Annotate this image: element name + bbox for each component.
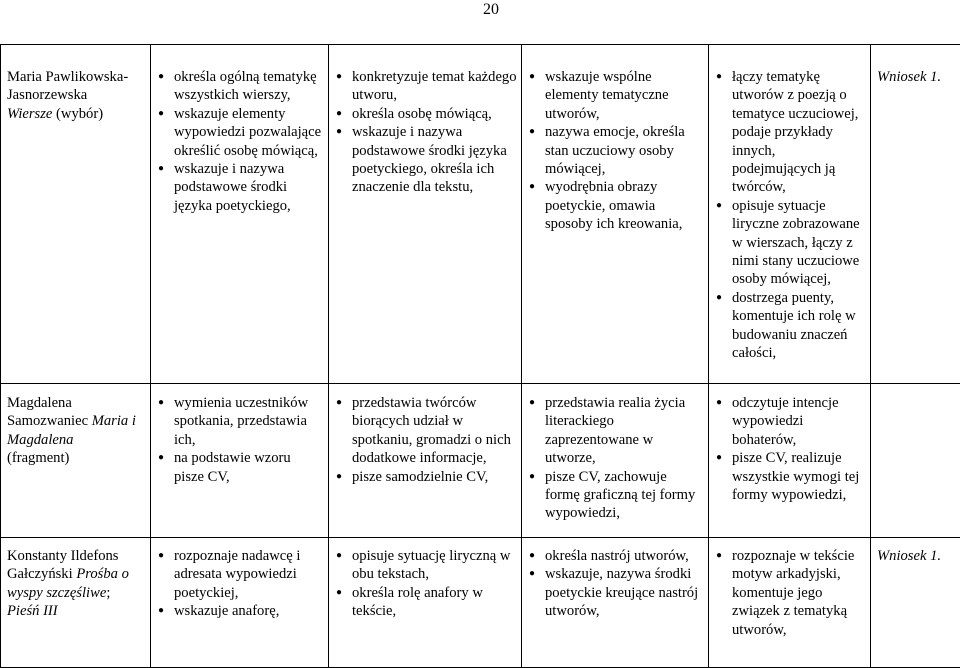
list-item: ● przedstawia realia życia literackiego zaprezentowane w utworze, bbox=[528, 394, 704, 468]
requirements-extended bbox=[329, 45, 522, 384]
list-item: ● określa nastrój utworów, bbox=[528, 547, 704, 565]
work-suffix: (wybór) bbox=[52, 106, 103, 122]
list-item: ● pisze CV, realizuje wszystkie wymogi tej formy wypowiedzi, bbox=[715, 449, 866, 504]
conclusion-cell bbox=[871, 384, 960, 538]
page-number: 20 bbox=[0, 1, 960, 19]
requirements-very-good bbox=[709, 384, 871, 538]
list-item: ● opisuje sytuację liryczną w obu tekstach, bbox=[335, 547, 517, 584]
list-item: ● odczytuje intencje wypowiedzi bohaterów, bbox=[715, 394, 866, 449]
requirements-extended bbox=[329, 384, 522, 538]
work-title: Maria i Magdalena bbox=[7, 413, 136, 447]
list-item: ● rozpoznaje w tekście motyw arkadyjski, komentuje jego związek z tematyką utworów, bbox=[715, 547, 866, 639]
text-title-cell bbox=[1, 45, 151, 384]
requirements-extended bbox=[329, 538, 522, 668]
work-title: Wiersze bbox=[7, 106, 52, 122]
work-title-2: Pieśń III bbox=[7, 603, 58, 619]
list-item: ● konkretyzuje temat każdego utworu, bbox=[335, 68, 517, 105]
list-item: ● wyodrębnia obrazy poetyckie, omawia sposoby ich kreowania, bbox=[528, 178, 704, 233]
list-item: ● na podstawie wzoru pisze CV, bbox=[157, 449, 324, 486]
table-row bbox=[1, 384, 960, 538]
list-item: ● wskazuje i nazywa podstawowe środki języka poetyckiego, określa ich znaczenie dla tekstu, bbox=[335, 123, 517, 197]
list-item: ● nazywa emocje, określa stan uczuciowy osoby mówiącej, bbox=[528, 123, 704, 178]
list-item: ● opisuje sytuacje liryczne zobrazowane w wierszach, łączy z nimi stany uczuciowe osoby mówiącej, bbox=[715, 197, 866, 289]
list-item: ● określa ogólną tematykę wszystkich wierszy, bbox=[157, 68, 324, 105]
list-item: ● wskazuje, nazywa środki poetyckie kreujące nastrój utworów, bbox=[528, 565, 704, 620]
requirements-basic bbox=[151, 384, 329, 538]
list-item: ● przedstawia twórców biorących udział w spotkaniu, gromadzi o nich dodatkowe informacje, bbox=[335, 394, 517, 468]
work-suffix: (fragment) bbox=[7, 450, 69, 466]
table-row bbox=[1, 45, 960, 384]
conclusion-cell: Wniosek 1. bbox=[871, 538, 960, 668]
list-item: ● dostrzega puenty, komentuje ich rolę w budowaniu znaczeń całości, bbox=[715, 289, 866, 363]
list-item: ● pisze CV, zachowuje formę graficzną tej formy wypowiedzi, bbox=[528, 468, 704, 523]
requirements-basic bbox=[151, 538, 329, 668]
list-item: ● określa osobę mówiącą, bbox=[335, 105, 517, 123]
list-item: ● łączy tematykę utworów z poezją o tematyce uczuciowej, podaje przykłady innych, podejmujących ją twórców, bbox=[715, 68, 866, 197]
list-item: ● wskazuje elementy wypowiedzi pozwalające określić osobę mówiącą, bbox=[157, 105, 324, 160]
list-item: ● określa rolę anafory w tekście, bbox=[335, 584, 517, 621]
list-item: ● rozpoznaje nadawcę i adresata wypowiedzi poetyckiej, bbox=[157, 547, 324, 602]
list-item: ● wskazuje i nazywa podstawowe środki języka poetyckiego, bbox=[157, 160, 324, 215]
requirements-good bbox=[522, 384, 709, 538]
requirements-very-good bbox=[709, 538, 871, 668]
curriculum-table bbox=[0, 44, 960, 668]
list-item: ● wskazuje wspólne elementy tematyczne utworów, bbox=[528, 68, 704, 123]
author-name: Konstanty Ildefons Gałczyński bbox=[7, 548, 118, 582]
requirements-very-good bbox=[709, 45, 871, 384]
requirements-good bbox=[522, 538, 709, 668]
conclusion-cell: Wniosek 1. bbox=[871, 45, 960, 384]
work-separator: ; bbox=[106, 585, 110, 601]
text-title-cell bbox=[1, 538, 151, 668]
author-name: Magdalena Samozwaniec bbox=[7, 395, 92, 429]
list-item: ● pisze samodzielnie CV, bbox=[335, 468, 517, 486]
text-title-cell bbox=[1, 384, 151, 538]
author-name: Maria Pawlikowska-Jasnorzewska bbox=[7, 69, 128, 103]
list-item: ● wskazuje anaforę, bbox=[157, 602, 324, 620]
requirements-basic bbox=[151, 45, 329, 384]
table-row bbox=[1, 538, 960, 668]
work-title: Prośba o wyspy szczęśliwe bbox=[7, 566, 129, 600]
requirements-good bbox=[522, 45, 709, 384]
list-item: ● wymienia uczestników spotkania, przedstawia ich, bbox=[157, 394, 324, 449]
